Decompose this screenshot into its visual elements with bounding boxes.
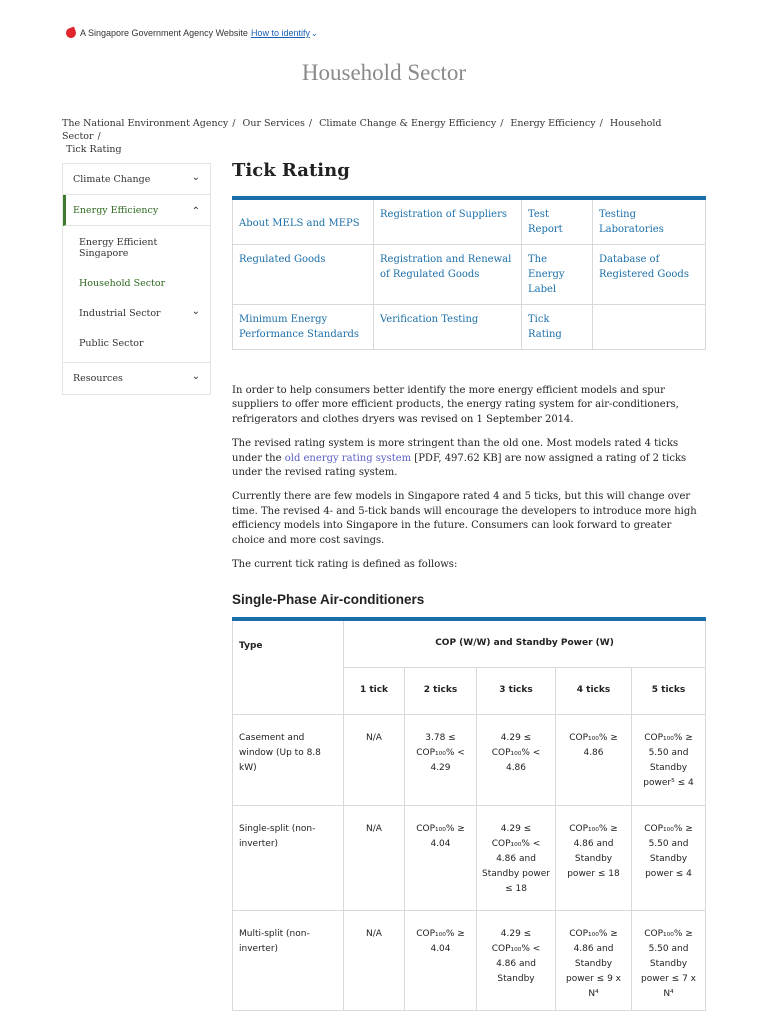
link-energy-label[interactable]: The Energy Label [522, 245, 593, 305]
sidebar-submenu [63, 226, 210, 363]
section-heading: Single-Phase Air-conditioners [232, 592, 425, 607]
sidebar-item-climate-change[interactable] [63, 164, 210, 195]
table-cell: COP₁₀₀% ≥ 4.04 [405, 805, 477, 910]
paragraph-text: are now assigned a rating of 2 ticks under the revised rating system. [232, 452, 687, 479]
how-to-identify-link[interactable]: How to identify [250, 28, 310, 38]
sidebar-item-resources[interactable] [63, 363, 210, 394]
chevron-down-icon[interactable]: ⌄ [191, 306, 200, 317]
empty-cell [593, 305, 706, 350]
sidebar-subitem-label: Household Sector [79, 277, 166, 289]
link-testing-laboratories[interactable]: Testing Laboratories [593, 198, 706, 245]
sidebar-item-label: Energy Efficiency [73, 204, 159, 216]
table-header-type: Type [233, 619, 344, 714]
chevron-down-icon[interactable]: ⌄ [310, 28, 318, 38]
site-section-title: Household Sector [301, 60, 467, 85]
table-header-4-ticks: 4 ticks [556, 667, 632, 714]
breadcrumb-item-our-services[interactable]: Our Services [242, 118, 305, 129]
singapore-lion-icon [65, 27, 78, 40]
table-header-group: COP (W/W) and Standby Power (W) [344, 619, 706, 667]
link-test-report[interactable]: Test Report [522, 198, 593, 245]
chevron-down-icon[interactable]: ⌄ [191, 371, 200, 382]
gov-masthead [66, 26, 318, 40]
sidebar-item-label: Climate Change [73, 173, 151, 185]
table-row [233, 805, 706, 910]
table-cell: 4.29 ≤ COP₁₀₀% < 4.86 and Standby [477, 910, 556, 1010]
sidebar-subitem-industrial-sector[interactable] [63, 298, 210, 328]
related-links-grid [232, 196, 706, 350]
paragraph: The current tick rating is defined as follows: [232, 559, 458, 571]
gov-masthead-text: A Singapore Government Agency Website [80, 28, 248, 38]
paragraph [232, 437, 706, 480]
table-row [233, 910, 706, 1010]
sidebar-subitem-label: Energy Efficient Singapore [79, 237, 158, 259]
table-cell: 4.29 ≤ COP₁₀₀% < 4.86 [477, 714, 556, 805]
table-cell: 3.78 ≤ COP₁₀₀% < 4.29 [405, 714, 477, 805]
sidebar-subitem-energy-efficient-singapore[interactable] [63, 228, 210, 268]
sidebar-item-energy-efficiency[interactable] [63, 195, 210, 226]
table-cell: COP₁₀₀% ≥ 4.86 and Standby power ≤ 9 x N⁴ [556, 910, 632, 1010]
table-header-2-ticks: 2 ticks [405, 667, 477, 714]
sidebar-subitem-public-sector[interactable] [63, 328, 210, 358]
table-cell: COP₁₀₀% ≥ 5.50 and Standby power ≤ 7 x N⁴ [632, 910, 706, 1010]
breadcrumb-separator: / [232, 118, 236, 129]
sidebar-subitem-label: Industrial Sector [79, 307, 161, 319]
table-cell: COP₁₀₀% ≥ 4.86 [556, 714, 632, 805]
breadcrumb-current: Tick Rating [66, 144, 122, 155]
table-cell: 4.29 ≤ COP₁₀₀% < 4.86 and Standby power ≤ 18 [477, 805, 556, 910]
side-navigation [62, 163, 211, 395]
link-regulated-goods[interactable]: Regulated Goods [233, 245, 374, 305]
page-title: Tick Rating [232, 160, 350, 181]
table-header-1-tick: 1 tick [344, 667, 405, 714]
table-cell-type: Casement and window (Up to 8.8 kW) [233, 714, 344, 805]
breadcrumb-separator: / [308, 118, 313, 129]
breadcrumb-separator: / [599, 118, 603, 129]
breadcrumb-item-climate-change[interactable]: Climate Change & Energy Efficiency [319, 118, 497, 129]
tick-rating-table [232, 617, 706, 1011]
article-body [232, 384, 706, 582]
table-cell-type: Multi-split (non-inverter) [233, 910, 344, 1010]
link-registration-of-suppliers[interactable]: Registration of Suppliers [374, 198, 522, 245]
sidebar-subitem-household-sector[interactable] [63, 268, 210, 298]
link-meps[interactable]: Minimum Energy Performance Standards [233, 305, 374, 350]
paragraph-text: The revised rating system is more stringent than the old one. Most models rated 4 ticks under the [232, 438, 679, 464]
table-cell: COP₁₀₀% ≥ 4.04 [405, 910, 477, 1010]
chevron-down-icon[interactable]: ⌄ [191, 172, 200, 183]
paragraph: Currently there are few models in Singapore rated 4 and 5 ticks, but this will change over time. The revised 4- and 5-tick bands will encourage the developers to introduce more high efficiency models into Singapore in the future. Consumers can look forward to greater choice and more cost savings. [232, 491, 697, 546]
link-about-mels-meps[interactable]: About MELS and MEPS [233, 198, 374, 245]
table-cell: N/A [344, 910, 405, 1010]
table-row [233, 714, 706, 805]
table-header-3-ticks: 3 ticks [477, 667, 556, 714]
breadcrumb-item-energy-efficiency[interactable]: Energy Efficiency [510, 118, 596, 129]
old-energy-rating-system-link[interactable]: old energy rating system [284, 452, 412, 464]
table-cell: N/A [344, 714, 405, 805]
link-registration-renewal[interactable]: Registration and Renewal of Regulated Goods [374, 245, 522, 305]
main-content [232, 158, 706, 181]
file-meta: [PDF, 497.62 KB] [411, 452, 505, 464]
link-database-registered-goods[interactable]: Database of Registered Goods [593, 245, 706, 305]
breadcrumb-separator: / [97, 131, 101, 142]
table-cell: COP₁₀₀% ≥ 4.86 and Standby power ≤ 18 [556, 805, 632, 910]
table-header-5-ticks: 5 ticks [632, 667, 706, 714]
table-cell: N/A [344, 805, 405, 910]
breadcrumb-item-nea[interactable]: The National Environment Agency [62, 118, 229, 129]
link-tick-rating[interactable]: Tick Rating [522, 305, 593, 350]
chevron-up-icon[interactable]: ⌃ [191, 206, 200, 217]
breadcrumb-item-household-sector[interactable]: Household Sector [62, 118, 662, 142]
link-verification-testing[interactable]: Verification Testing [374, 305, 522, 350]
breadcrumb-separator: / [500, 118, 504, 129]
paragraph: In order to help consumers better identify the more energy efficient models and spur suppliers to offer more efficient products, the energy rating system for air-conditioners, refrigerators and clothes dryers was revised on 1 September 2014. [232, 385, 679, 425]
sidebar-subitem-label: Public Sector [79, 337, 144, 349]
breadcrumb [62, 117, 682, 156]
table-cell: COP₁₀₀% ≥ 5.50 and Standby power⁵ ≤ 4 [632, 714, 706, 805]
table-cell-type: Single-split (non-inverter) [233, 805, 344, 910]
sidebar-item-label: Resources [73, 373, 123, 384]
table-cell: COP₁₀₀% ≥ 5.50 and Standby power ≤ 4 [632, 805, 706, 910]
